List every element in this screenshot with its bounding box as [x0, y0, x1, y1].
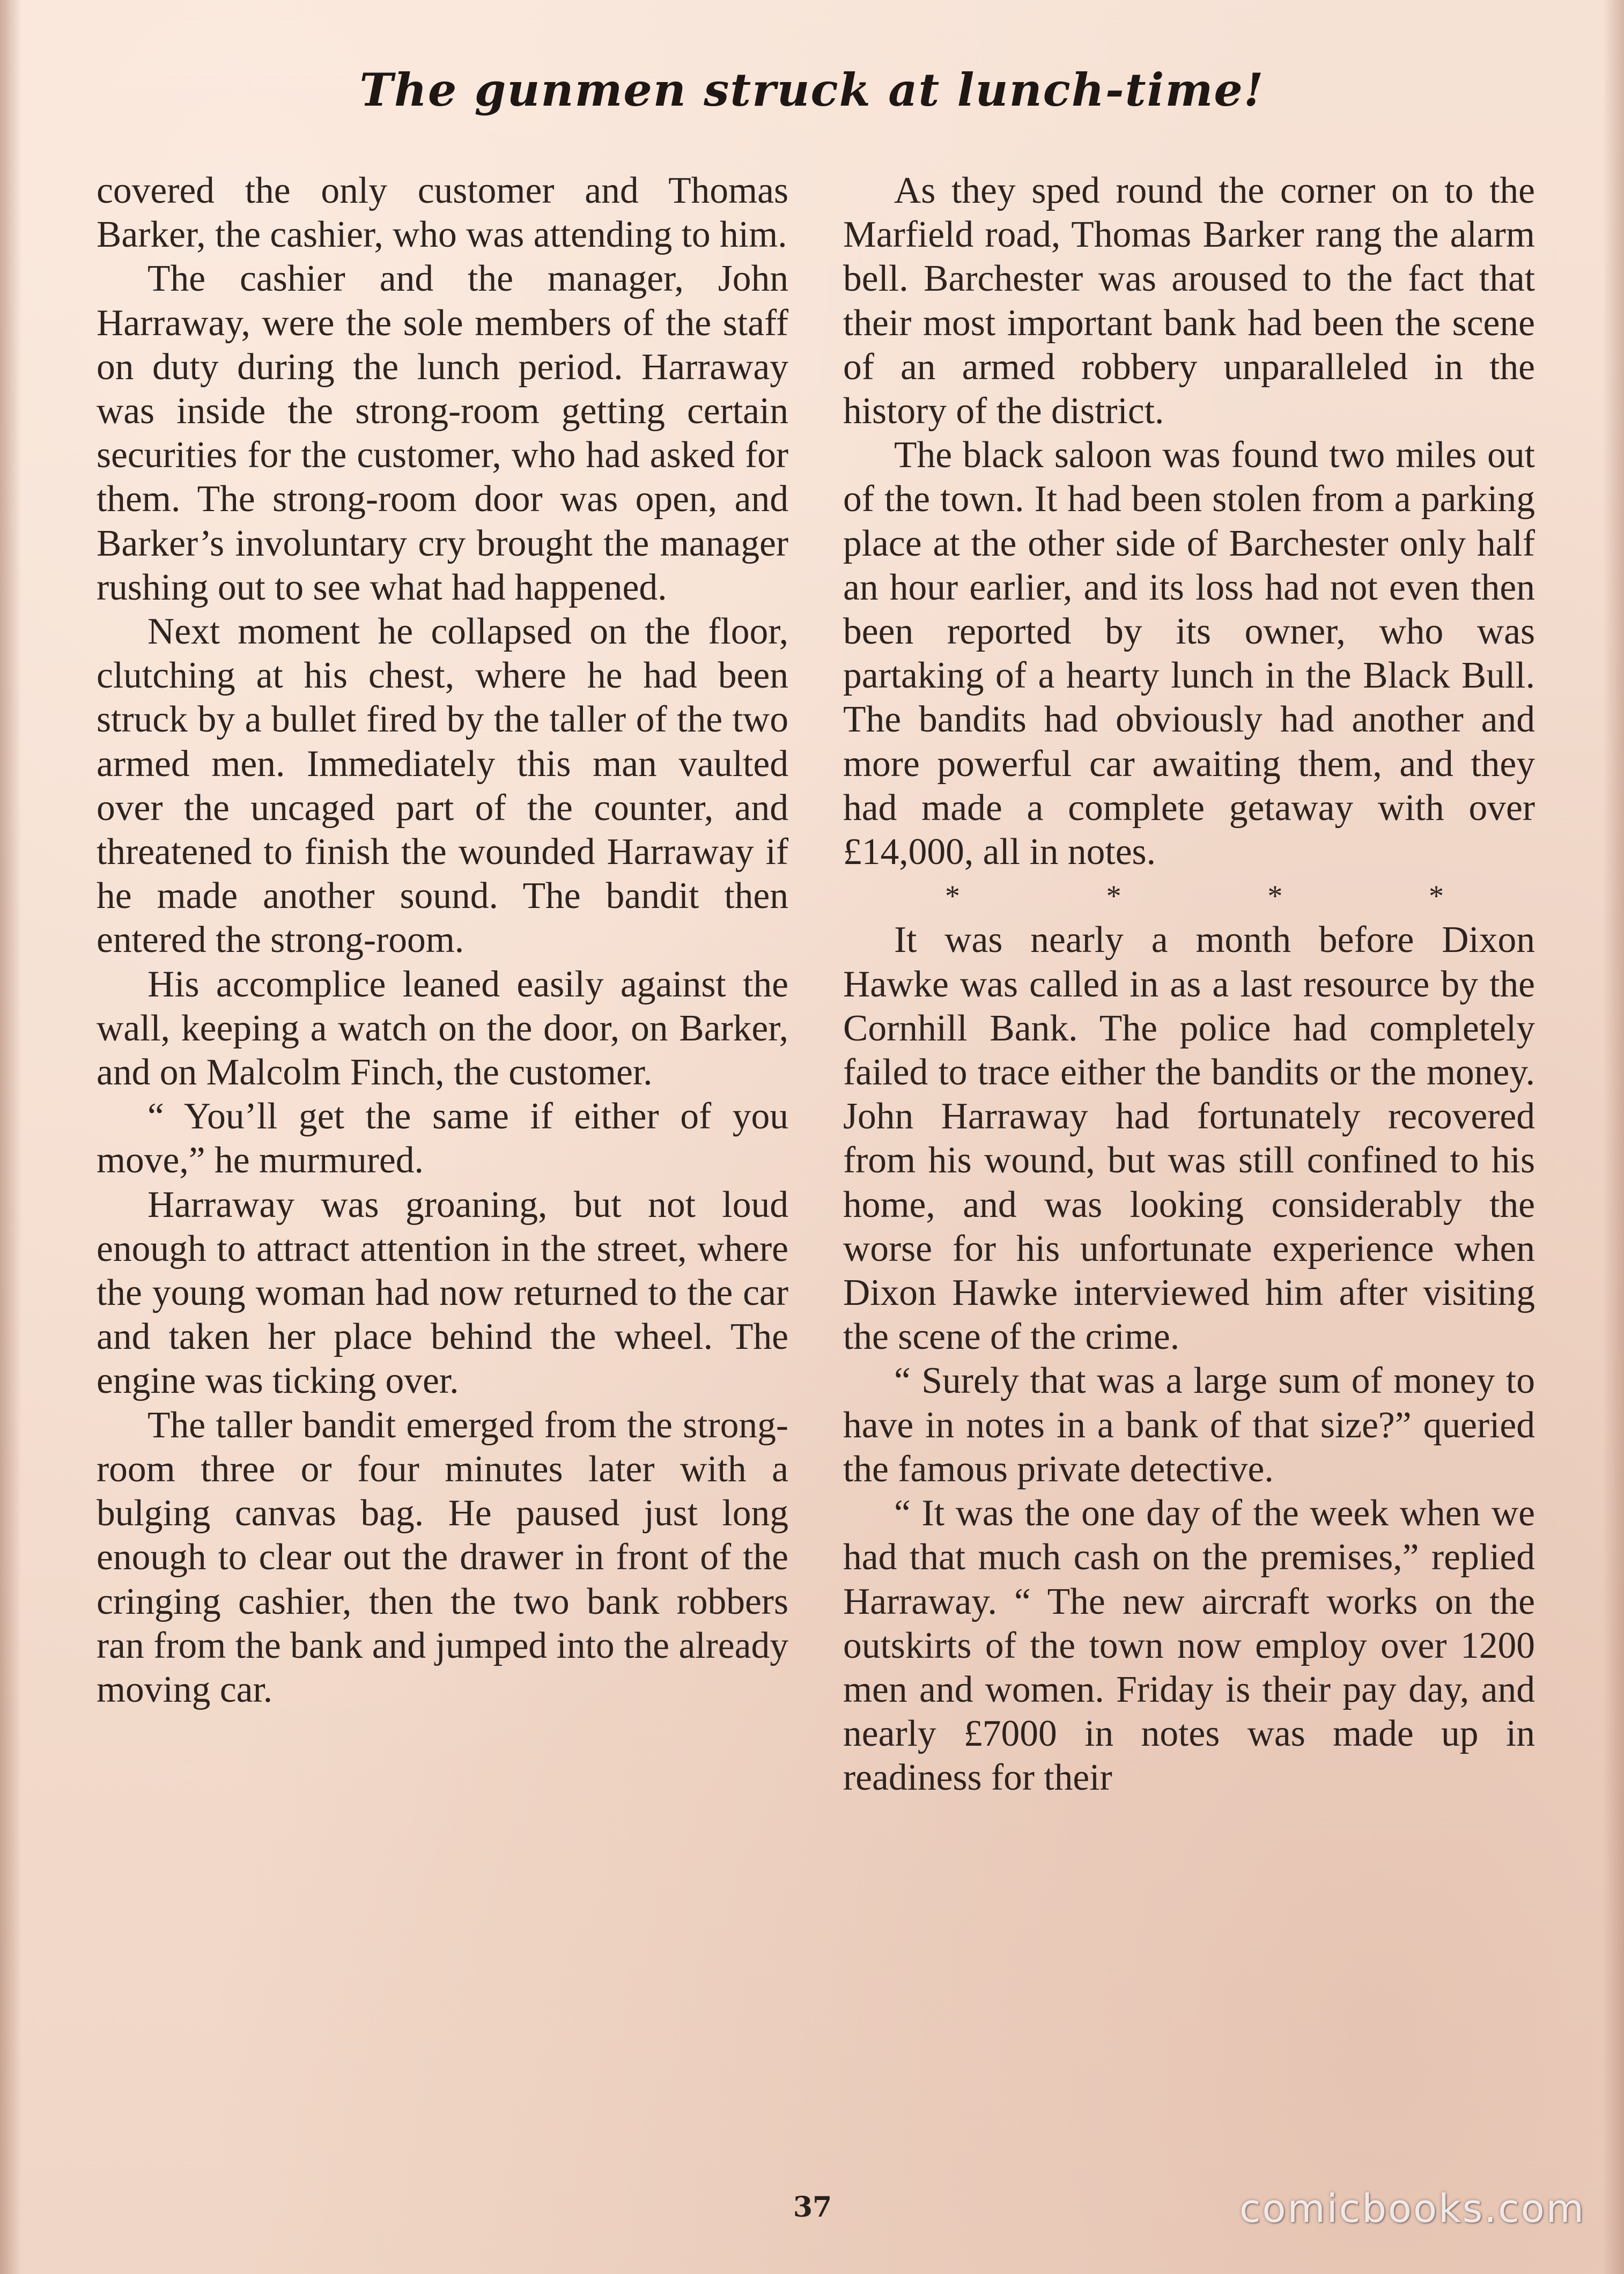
paragraph: “ It was the one day of the week when we had that much cash on the premises,” replied Harraway. “ The new aircraft works on the outskirts of the town now employ over 1200 men and women. Friday is their pay day, and nearly £7000 in notes was made up in readiness for their	[843, 1493, 1535, 1799]
site-watermark: comicbooks.com	[1239, 2186, 1585, 2231]
right-column	[843, 169, 1535, 1800]
paragraph: “ You’ll get the same if either of you move,” he murmured.	[97, 1096, 788, 1182]
paragraph: covered the only customer and Thomas Barker, the cashier, who was attending to him.	[97, 170, 788, 256]
paragraph: Next moment he collapsed on the floor, clutching at his chest, where he had been struck by a bullet fired by the taller of the two armed men. Immediately this man vaulted over the uncaged part of the counter, and threatened to finish the wounded Harraway if he made another sound. The bandit then entered the strong-room.	[97, 611, 788, 961]
paragraph: Harraway was groaning, but not loud enough to attract attention in the street, where the young woman had now returned to the car and taken her place behind the wheel. The engine was ticking over.	[97, 1184, 788, 1402]
page-number: 37	[793, 2191, 832, 2224]
page-edge-shadow-left	[0, 0, 21, 2274]
left-column	[97, 169, 788, 1712]
paragraph: The taller bandit emerged from the strong-room three or four minutes later with a bulging canvas bag. He paused just long enough to clear out the drawer in front of the cringing cashier, then the two bank robbers ran from the bank and jumped into the already moving car.	[97, 1404, 788, 1710]
separator-star: *	[1267, 880, 1283, 913]
paragraph: It was nearly a month before Dixon Hawke was called in as a last resource by the Cornhill Bank. The police had completely failed to trace either the bandits or the money. John Harraway had fortunately recovered from his wound, but was still confined to his home, and was looking considerably the worse for his unfortunate experience when Dixon Hawke interviewed him after visiting the scene of the crime.	[843, 919, 1535, 1358]
section-separator	[843, 874, 1535, 918]
paragraph: The black saloon was found two miles out of the town. It had been stolen from a parking place at the other side of Barchester only half an hour earlier, and its loss had not even then been reported by its owner, who was partaking of a hearty lunch in the Black Bull. The bandits had obviously had another and more powerful car awaiting them, and they had made a complete getaway with over £14,000, all in notes.	[843, 434, 1535, 873]
separator-star: *	[1106, 880, 1121, 913]
paragraph: His accomplice leaned easily against the wall, keeping a watch on the door, on Barker, and on Malcolm Finch, the customer.	[97, 963, 788, 1094]
page-headline: The gunmen struck at lunch-time!	[359, 63, 1265, 116]
page-edge-shadow-right	[1603, 0, 1624, 2274]
separator-star: *	[945, 880, 960, 913]
paragraph: The cashier and the manager, John Harraway, were the sole members of the staff on duty during the lunch period. Harraway was inside the strong-room getting certain securities for the customer, who had asked for them. The strong-room door was open, and Barker’s involuntary cry brought the manager rushing out to see what had happened.	[97, 258, 788, 608]
separator-star: *	[1428, 880, 1444, 913]
paragraph: “ Surely that was a large sum of money to have in notes in a bank of that size?” queried the famous private detective.	[843, 1360, 1535, 1490]
paragraph: As they sped round the corner on to the Marfield road, Thomas Barker rang the alarm bell. Barchester was aroused to the fact that their most important bank had been the scene of an armed robbery unparalleled in the history of the district.	[843, 170, 1535, 432]
